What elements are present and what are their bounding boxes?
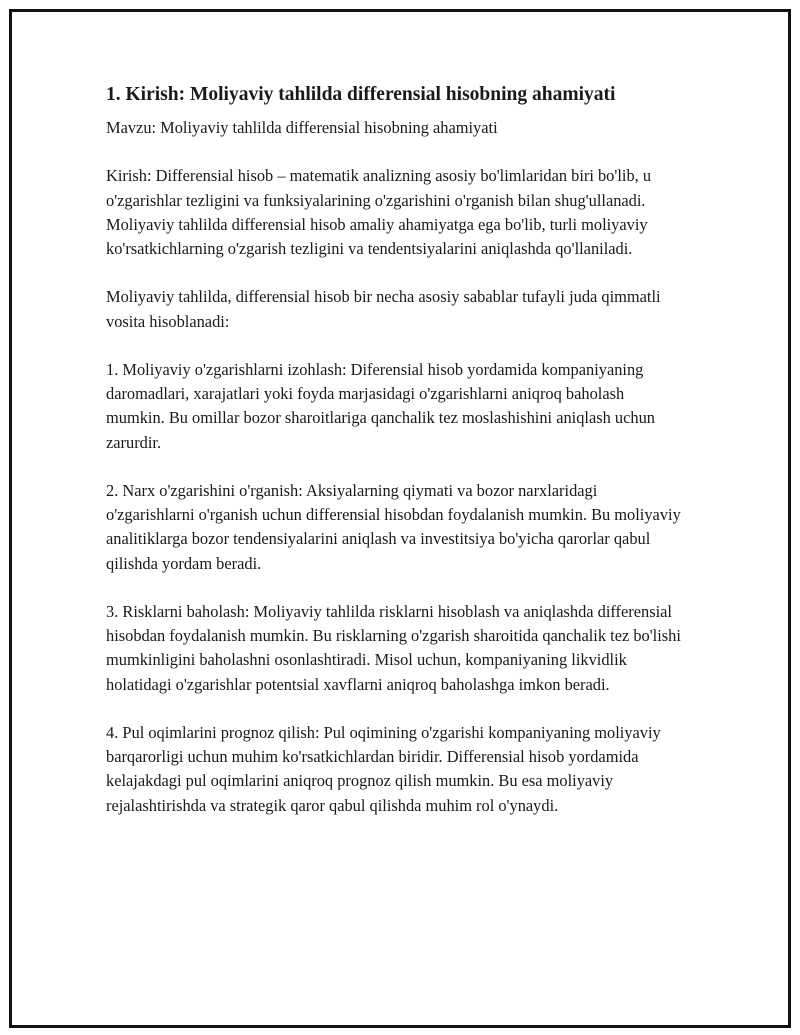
intro-paragraph: Kirish: Differensial hisob – matematik analizning asosiy bo'limlaridan biri bo'lib, u o'zgarishlar tezligini va funksiyalarining o'zgarishini o'rganish bilan shug'ullanadi. Moliyaviy tahlilda differensial hisob amaliy ahamiyatga ega bo'lib, turli moliyaviy ko'rsatkichlarning o'zgarish tezligini va tendentsiyalarini aniqlashda qo'llaniladi.	[106, 166, 652, 258]
topic-paragraph: Mavzu: Moliyaviy tahlilda differensial hisobning ahamiyati	[106, 118, 498, 137]
document-body	[106, 83, 686, 818]
reason-item-4: 4. Pul oqimlarini prognoz qilish: Pul oqimining o'zgarishi kompaniyaning moliyaviy barqarorligi uchun muhim ko'rsatkichlardan biridir. Differensial hisob yordamida kelajakdagi pul oqimlarini aniqroq prognoz qilish mumkin. Bu esa moliyaviy rejalashtirishda va strategik qaror qabul qilishda muhim rol o'ynaydi.	[106, 722, 661, 815]
reasons-lead-paragraph: Moliyaviy tahlilda, differensial hisob bir necha asosiy sabablar tufayli juda qimmatli vosita hisoblanadi:	[106, 287, 661, 331]
reason-item-2: 2. Narx o'zgarishini o'rganish: Aksiyalarning qiymati va bozor narxlaridagi o'zgarishlarni o'rganish uchun differensial hisobdan foydalanish mumkin. Bu moliyaviy analitiklarga bozor tendensiyalarini aniqlash va investitsiya bo'yicha qarorlar qabul qilishda yordam beradi.	[106, 480, 681, 573]
section-heading: 1. Kirish: Moliyaviy tahlilda differensial hisobning ahamiyati	[106, 84, 616, 105]
reason-item-1: 1. Moliyaviy o'zgarishlarni izohlash: Diferensial hisob yordamida kompaniyaning daromadlari, xarajatlari yoki foyda marjasidagi o'zgarishlarni aniqroq baholash mumkin. Bu omillar bozor sharoitlariga qanchalik tez moslashishini aniqlash uchun zarurdir.	[106, 359, 655, 452]
reason-item-3: 3. Risklarni baholash: Moliyaviy tahlilda risklarni hisoblash va aniqlashda differensial hisobdan foydalanish mumkin. Bu risklarning o'zgarish sharoitida qanchalik tez bo'lishi mumkinligini baholashni osonlashtiradi. Misol uchun, kompaniyaning likvidlik holatidagi o'zgarishlar potentsial xavflarni aniqroq baholashga imkon beradi.	[106, 601, 681, 694]
